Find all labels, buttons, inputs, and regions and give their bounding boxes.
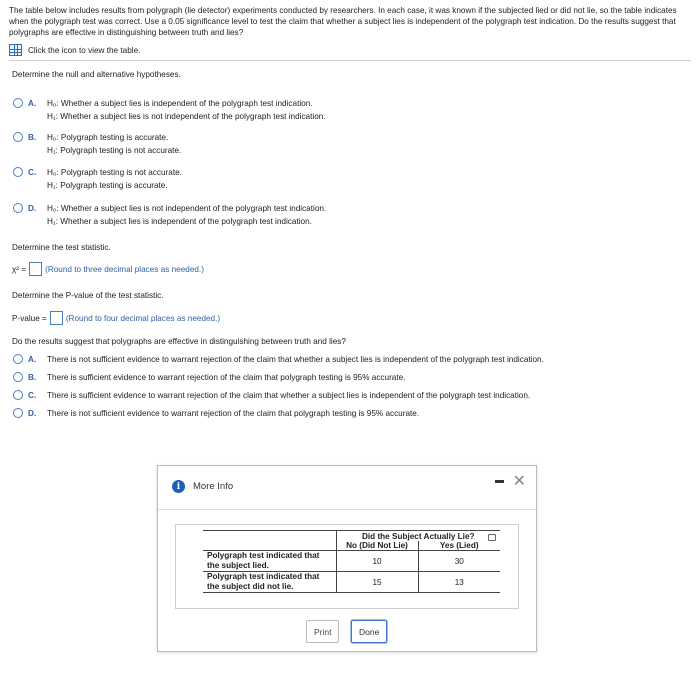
- dialog-header: [172, 480, 233, 493]
- conclusion-option-a[interactable]: A. There is not sufficient evidence to warrant rejection of the claim that whether a subject lies is independent of the polygraph test indication.: [13, 353, 544, 366]
- radio-button[interactable]: [13, 167, 23, 177]
- radio-button[interactable]: [13, 372, 23, 382]
- option-text: There is not sufficient evidence to warrant rejection of the claim that whether a subject lies is independent of the polygraph test indication.: [47, 355, 544, 364]
- view-table-link[interactable]: [9, 44, 140, 56]
- rounding-note: (Round to three decimal places as needed.): [45, 264, 204, 274]
- more-info-dialog: [157, 465, 537, 652]
- h1-text: H₁: Whether a subject lies is independent of the polygraph test indication.: [47, 217, 312, 226]
- h0-text: H₀: Whether a subject lies is not independent of the polygraph test indication.: [47, 204, 327, 213]
- minimize-icon[interactable]: [495, 480, 504, 483]
- option-text: There is sufficient evidence to warrant rejection of the claim that polygraph testing is 95% accurate.: [47, 373, 406, 382]
- chi-square-label: χ² =: [12, 264, 27, 274]
- radio-button[interactable]: [13, 98, 23, 108]
- conclusion-option-c[interactable]: C. There is sufficient evidence to warrant rejection of the claim that whether a subject lies is independent of the polygraph test indication.: [13, 389, 530, 402]
- column-header-yes: Yes (Lied): [418, 541, 500, 551]
- p-value-prompt: Determine the P-value of the test statistic.: [12, 291, 164, 300]
- rounding-note: (Round to four decimal places as needed.): [65, 313, 221, 323]
- option-text: There is not sufficient evidence to warrant rejection of the claim that polygraph testing is 95% accurate.: [47, 409, 420, 418]
- data-table-frame: [175, 524, 519, 609]
- hypothesis-option-c[interactable]: C. H₀: Polygraph testing is not accurate. H₁: Polygraph testing is accurate.: [13, 166, 182, 192]
- conclusion-option-d[interactable]: D. There is not sufficient evidence to warrant rejection of the claim that polygraph testing is 95% accurate.: [13, 407, 419, 420]
- h0-text: H₀: Polygraph testing is accurate.: [47, 133, 169, 142]
- test-statistic-line: [12, 262, 204, 276]
- column-header-no: No (Did Not Lie): [336, 541, 418, 551]
- view-table-label: Click the icon to view the table.: [28, 45, 141, 55]
- hypothesis-option-b[interactable]: B. H₀: Polygraph testing is accurate. H₁: Polygraph testing is not accurate.: [13, 131, 181, 157]
- h1-text: H₁: Whether a subject lies is not independent of the polygraph test indication.: [47, 112, 326, 121]
- p-value-line: [12, 311, 220, 325]
- copy-icon[interactable]: [488, 534, 496, 541]
- option-text: There is sufficient evidence to warrant rejection of the claim that whether a subject lies is independent of the polygraph test indication.: [47, 391, 531, 400]
- table-cell: 13: [418, 572, 500, 593]
- h0-text: H₀: Polygraph testing is not accurate.: [47, 168, 182, 177]
- h0-text: H₀: Whether a subject lies is independent of the polygraph test indication.: [47, 99, 313, 108]
- table-header: Did the Subject Actually Lie?: [336, 531, 500, 542]
- table-icon[interactable]: [9, 44, 22, 56]
- problem-intro: The table below includes results from polygraph (lie detector) experiments conducted by researchers. In each case, it was known if the subjected lied or did not lie, so the table indicates when the polygraph test was correct. Use a 0.05 significance level to test the claim that whether a subject lies is independent of the polygraph test indication. Do the results suggest that polygraphs are effective in distinguishing between truth and lies?: [9, 6, 677, 37]
- conclusion-option-b[interactable]: B. There is sufficient evidence to warrant rejection of the claim that polygraph testing is 95% accurate.: [13, 371, 405, 384]
- table-cell: 10: [336, 551, 418, 572]
- contingency-table: [203, 530, 500, 593]
- print-button[interactable]: Print: [306, 620, 339, 643]
- hypotheses-prompt: Determine the null and alternative hypotheses.: [12, 70, 181, 79]
- dialog-divider: [158, 509, 536, 510]
- h1-text: H₁: Polygraph testing is not accurate.: [47, 146, 182, 155]
- section-divider: [9, 60, 691, 61]
- p-value-label: P-value =: [12, 313, 47, 323]
- test-statistic-prompt: Determine the test statistic.: [12, 243, 111, 252]
- p-value-input[interactable]: [50, 311, 63, 325]
- table-cell: 30: [418, 551, 500, 572]
- radio-button[interactable]: [13, 390, 23, 400]
- info-icon: i: [172, 480, 185, 493]
- row-label: Polygraph test indicated that the subject lied.: [203, 551, 336, 572]
- radio-button[interactable]: [13, 132, 23, 142]
- row-label: Polygraph test indicated that the subject did not lie.: [203, 572, 336, 593]
- h1-text: H₁: Polygraph testing is accurate.: [47, 181, 168, 190]
- conclusion-prompt: Do the results suggest that polygraphs are effective in distinguishing between truth and lies?: [12, 337, 346, 346]
- hypothesis-option-d[interactable]: D. H₀: Whether a subject lies is not independent of the polygraph test indication. H₁: Whether a subject lies is independent of the polygraph test indication.: [13, 202, 326, 228]
- radio-button[interactable]: [13, 354, 23, 364]
- radio-button[interactable]: [13, 408, 23, 418]
- close-icon[interactable]: ✕: [512, 473, 526, 490]
- done-button[interactable]: Done: [351, 620, 387, 643]
- chi-square-input[interactable]: [29, 262, 42, 276]
- hypothesis-option-a[interactable]: A. H₀: Whether a subject lies is independent of the polygraph test indication. H₁: Whether a subject lies is not independent of the polygraph test indication.: [13, 97, 326, 123]
- radio-button[interactable]: [13, 203, 23, 213]
- table-cell: 15: [336, 572, 418, 593]
- dialog-title: More Info: [193, 481, 234, 492]
